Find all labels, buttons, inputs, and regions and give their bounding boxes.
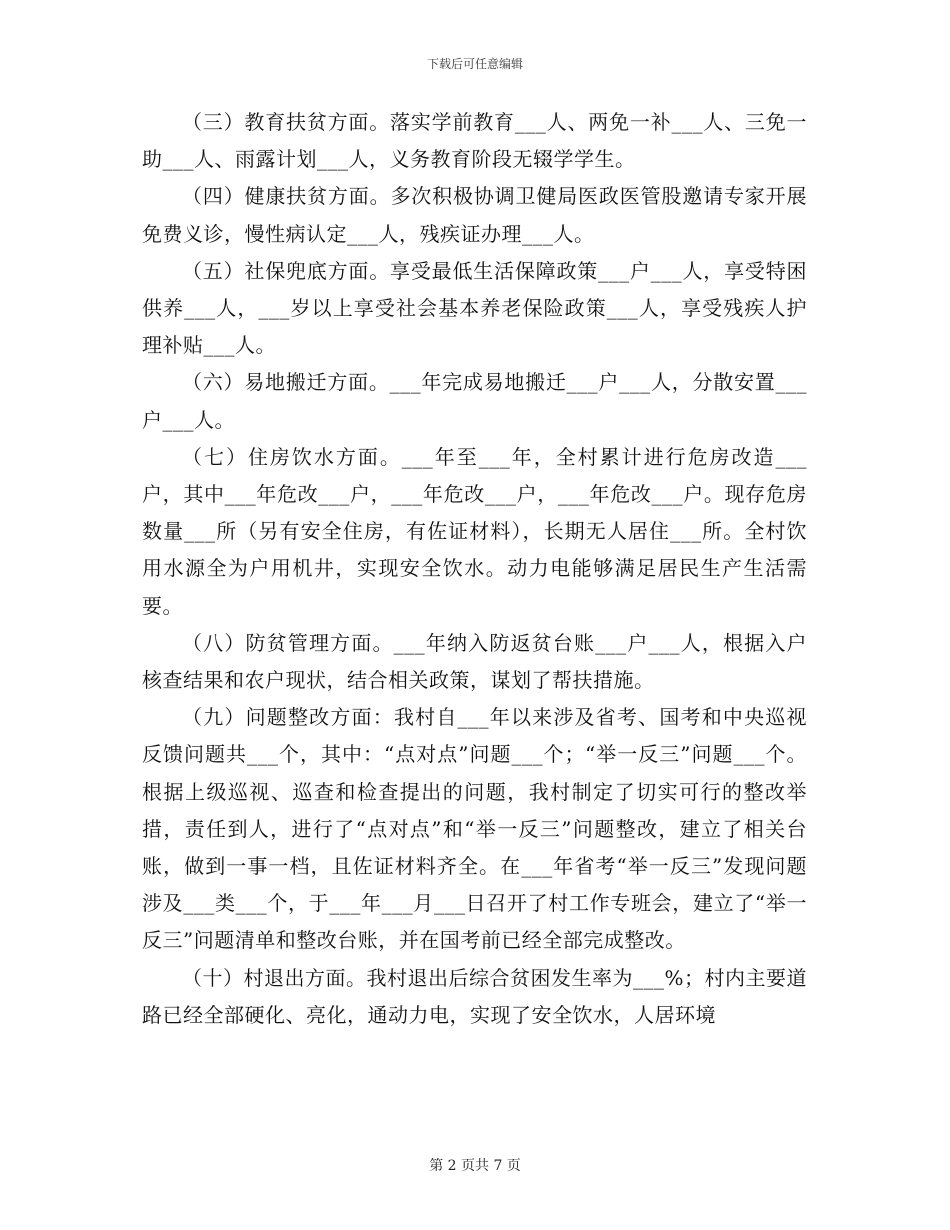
paragraph-education: （三）教育扶贫方面。落实学前教育___人、两免一补___人、三免一助___人、雨露计划___人，义务教育阶段无辍学学生。 — [142, 110, 807, 172]
paragraph-housing-water: （七）住房饮水方面。___年至___年，全村累计进行危房改造___户，其中___年危改___户，___年危改___户，___年危改___户。现存危房数量___所（另有安全住房，有佐证材料），长期无人居住___所。全村饮用水源全为户用机井，实现安全饮水。动力电能够满足居民生产生活需要。 — [142, 444, 807, 618]
paragraph-rectification: （九）问题整改方面：我村自___年以来涉及省考、国考和中央巡视反馈问题共___个，其中：“点对点”问题___个；“举一反三”问题___个。根据上级巡视、巡查和检查提出的问题，我村制定了切实可行的整改举措，责任到人，进行了“点对点”和“举一反三”问题整改，建立了相关台账，做到一事一档，且佐证材料齐全。在___年省考“举一反三”发现问题涉及___类___个，于___年___月___日召开了村工作专班会，建立了“举一反三”问题清单和整改台账，并在国考前已经全部完成整改。 — [142, 705, 807, 953]
paragraph-relocation: （六）易地搬迁方面。___年完成易地搬迁___户___人，分散安置___户___人。 — [142, 370, 807, 432]
paragraph-health: （四）健康扶贫方面。多次积极协调卫健局医政医管股邀请专家开展免费义诊，慢性病认定___人，残疾证办理___人。 — [142, 184, 807, 246]
paragraph-village-exit: （十）村退出方面。我村退出后综合贫困发生率为___%；村内主要道路已经全部硬化、亮化，通动力电，实现了安全饮水，人居环境 — [142, 965, 808, 1027]
page-number: 第 2 页共 7 页 — [429, 1158, 521, 1174]
document-body — [142, 104, 807, 1034]
paragraph-social-security: （五）社保兜底方面。享受最低生活保障政策___户___人，享受特困供养___人，___岁以上享受社会基本养老保险政策___人，享受残疾人护理补贴___人。 — [142, 258, 807, 358]
page-header: 下载后可任意编辑 — [426, 57, 523, 71]
paragraph-poverty-prevention: （八）防贫管理方面。___年纳入防返贫台账___户___人，根据入户核查结果和农户现状，结合相关政策，谋划了帮扶措施。 — [142, 630, 807, 693]
